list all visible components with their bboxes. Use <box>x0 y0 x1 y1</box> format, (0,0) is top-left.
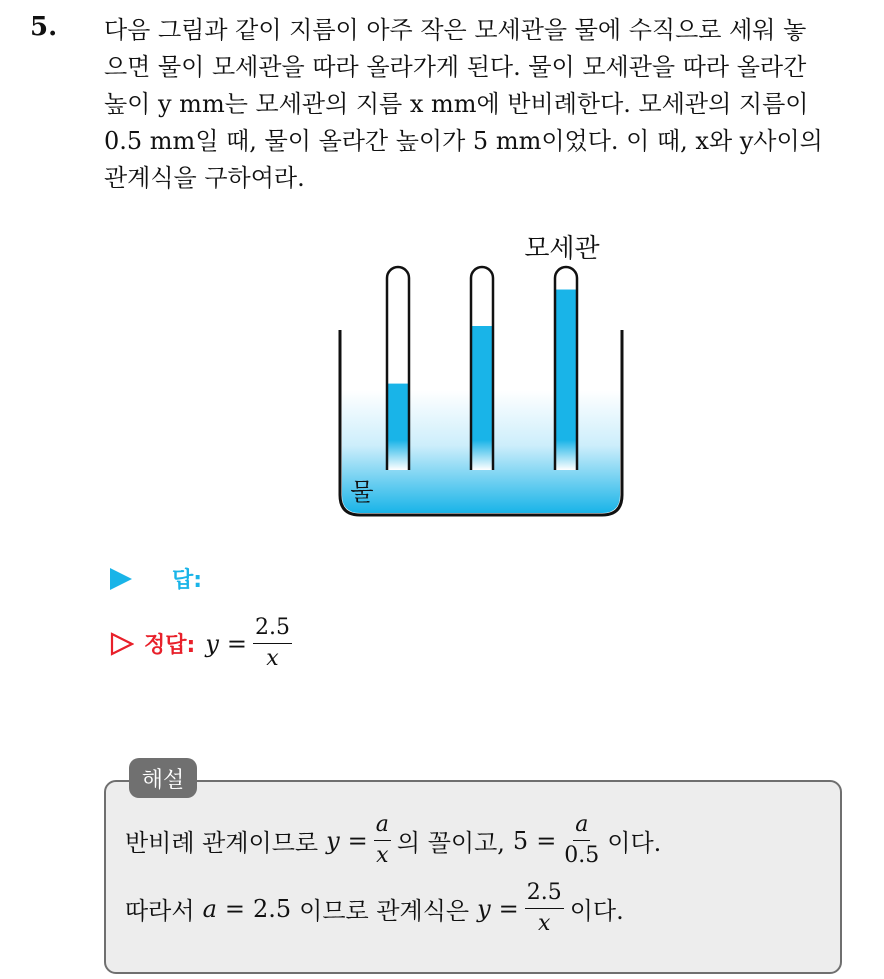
exp1-fraction <box>374 812 391 869</box>
answer-fraction <box>253 615 292 672</box>
exp2-pre: 따라서 <box>125 897 195 925</box>
exp2-y: y <box>477 894 491 923</box>
exp2-eq2: = <box>498 894 519 923</box>
answer-denominator: x <box>266 646 279 671</box>
answer-y: y <box>205 629 219 658</box>
exp1-fraction-2 <box>562 812 601 869</box>
exp1-mid: 의 꼴이고, <box>396 829 505 857</box>
answer-row <box>110 563 202 594</box>
tube-label: 모세관 <box>524 234 600 264</box>
exp1-numerator-2: a <box>573 812 590 841</box>
tube-water-fade <box>555 440 577 470</box>
answer-equals: = <box>226 629 247 658</box>
exp2-post: 이다. <box>569 897 624 925</box>
answer-label: 답: <box>172 568 203 593</box>
explanation-line-2 <box>125 880 624 937</box>
question-line: 0.5 mm일 때, 물이 올라간 높이가 5 mm이었다. 이 때, x와 y사이의 <box>104 127 823 155</box>
exp1-post: 이다. <box>607 829 662 857</box>
question-number: 5. <box>30 12 58 42</box>
exp1-numerator: a <box>374 812 391 841</box>
exp1-y: y <box>326 826 340 855</box>
exp2-val: 2.5 <box>252 894 292 923</box>
exp2-numerator: 2.5 <box>525 880 564 909</box>
explanation-line-1 <box>125 812 661 869</box>
exp2-denominator: x <box>538 911 551 936</box>
question-line: 높이 y mm는 모세관의 지름 x mm에 반비례한다. 모세관의 지름이 <box>104 90 809 118</box>
exp1-pre: 반비례 관계이므로 <box>125 829 319 857</box>
outline-triangle-icon <box>110 632 134 656</box>
correct-answer-row <box>110 615 298 672</box>
play-triangle-icon <box>110 568 132 590</box>
exp1-denominator-2: 0.5 <box>564 843 600 868</box>
exp2-eq: = <box>224 894 245 923</box>
tube-water-fade <box>471 440 493 470</box>
question-text <box>104 12 874 197</box>
tube-water-column <box>471 326 493 440</box>
question-line: 다음 그림과 같이 지름이 아주 작은 모세관을 물에 수직으로 세워 놓 <box>104 16 807 44</box>
explanation-box <box>104 780 842 974</box>
tube-water-column <box>387 384 409 440</box>
explanation-tab: 해설 <box>129 758 197 798</box>
question-line: 으면 물이 모세관을 따라 올라가게 된다. 물이 모세관을 따라 올라간 <box>104 53 807 81</box>
tube-water-column <box>555 290 577 440</box>
question-line: 관계식을 구하여라. <box>104 164 305 192</box>
exp2-a: a <box>202 894 217 923</box>
exp2-fraction <box>525 880 564 937</box>
tube-water-fade <box>387 440 409 470</box>
exp1-eq2: = <box>536 826 557 855</box>
exp1-lhs2: 5 <box>512 826 529 855</box>
exp1-eq: = <box>347 826 368 855</box>
answer-numerator: 2.5 <box>253 615 292 644</box>
correct-answer-label: 정답: <box>144 633 196 658</box>
exp1-denominator: x <box>376 843 389 868</box>
exp2-mid: 이므로 관계식은 <box>299 897 470 925</box>
water-label: 물 <box>350 478 374 506</box>
answer-expression <box>205 615 298 672</box>
capillary-figure <box>330 225 630 525</box>
